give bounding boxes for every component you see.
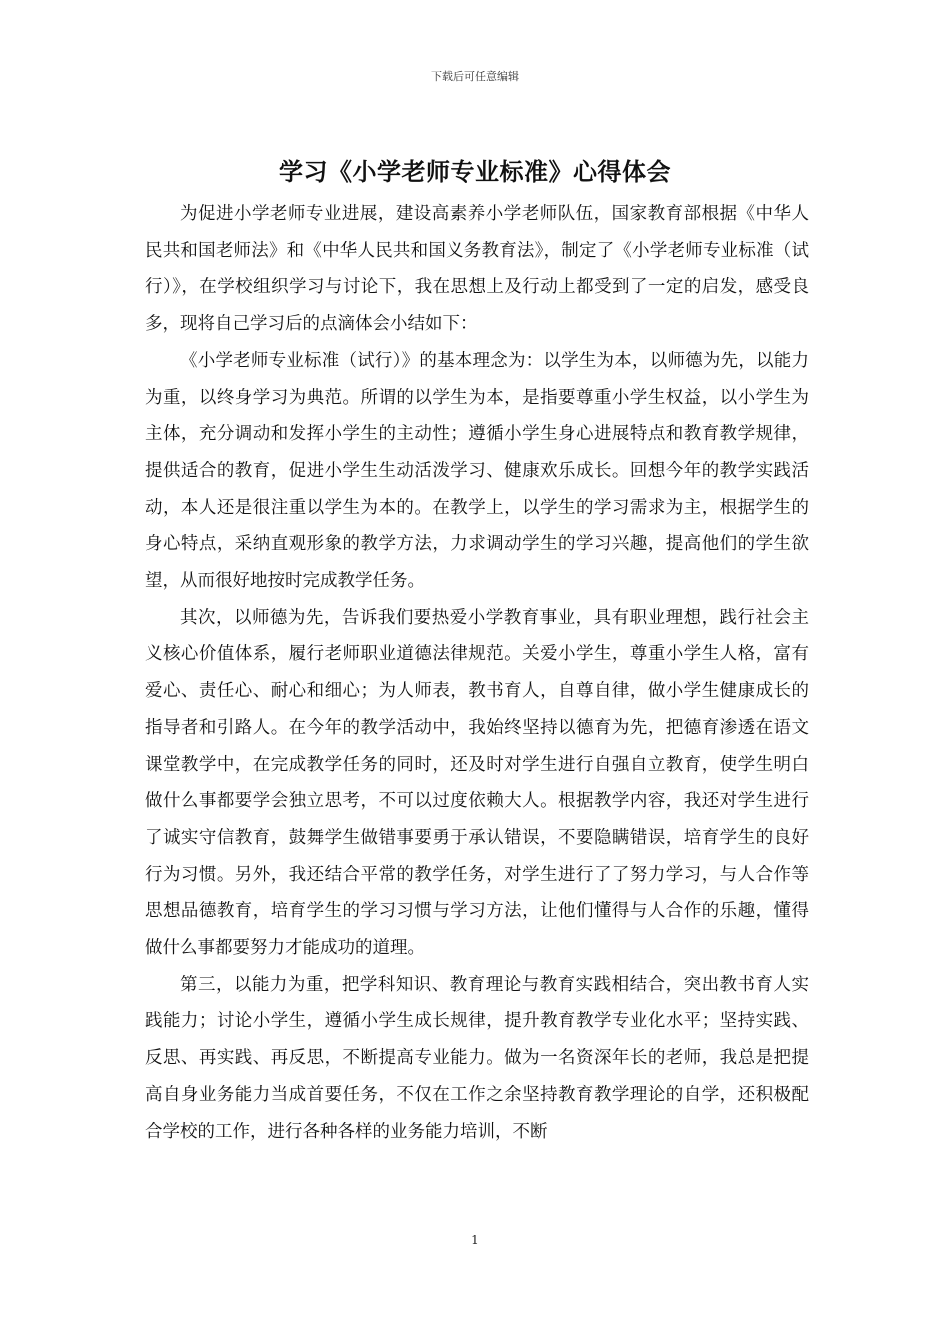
page-number: 1 [471, 1233, 479, 1247]
paragraph: 第三，以能力为重，把学科知识、教育理论与教育实践相结合，突出教书育人实践能力；讨论小学生，遵循小学生成长规律，提升教育教学专业化水平；坚持实践、反思、再实践、再反思，不断提高专业能力。做为一名资深年长的老师，我总是把提高自身业务能力当成首要任务，不仅在工作之余坚持教育教学理论的自学，还积极配合学校的工作，进行各种各样的业务能力培训，不断 [145, 974, 809, 1142]
document-title: 学习《小学老师专业标准》心得体会 [279, 157, 671, 186]
paragraph: 为促进小学老师专业进展，建设高素养小学老师队伍，国家教育部根据《中华人民共和国老师法》和《中华人民共和国义务教育法》，制定了《小学老师专业标准（试行）》，在学校组织学习与讨论下，我在思想上及行动上都受到了一定的启发，感受良多，现将自己学习后的点滴体会小结如下： [145, 204, 809, 335]
paragraph: 其次，以师德为先，告诉我们要热爱小学教育事业，具有职业理想，践行社会主义核心价值体系，履行老师职业道德法律规范。关爱小学生，尊重小学生人格，富有爱心、责任心、耐心和细心；为人师表，教书育人，自尊自律，做小学生健康成长的指导者和引路人。在今年的教学活动中，我始终坚持以德育为先，把德育渗透在语文课堂教学中，在完成教学任务的同时，还及时对学生进行自强自立教育，使学生明白做什么事都要学会独立思考，不可以过度依赖大人。根据教学内容，我还对学生进行了诚实守信教育，鼓舞学生做错事要勇于承认错误，不要隐瞒错误，培育学生的良好行为习惯。另外，我还结合平常的教学任务，对学生进行了了努力学习，与人合作等思想品德教育，培育学生的学习习惯与学习方法，让他们懂得与人合作的乐趣，懂得做什么事都要努力才能成功的道理。 [145, 607, 809, 959]
paragraph: 《小学老师专业标准（试行）》的基本理念为：以学生为本，以师德为先，以能力为重，以终身学习为典范。所谓的以学生为本，是指要尊重小学生权益，以小学生为主体，充分调动和发挥小学生的主动性；遵循小学生身心进展特点和教育教学规律，提供适合的教育，促进小学生生动活泼学习、健康欢乐成长。回想今年的教学实践活动，本人还是很注重以学生为本的。在教学上，以学生的学习需求为主，根据学生的身心特点，采纳直观形象的教学方法，力求调动学生的学习兴趣，提高他们的学生欲望，从而很好地按时完成教学任务。 [145, 350, 809, 592]
document-body [145, 196, 809, 1150]
header-note: 下载后可任意编辑 [431, 70, 519, 83]
